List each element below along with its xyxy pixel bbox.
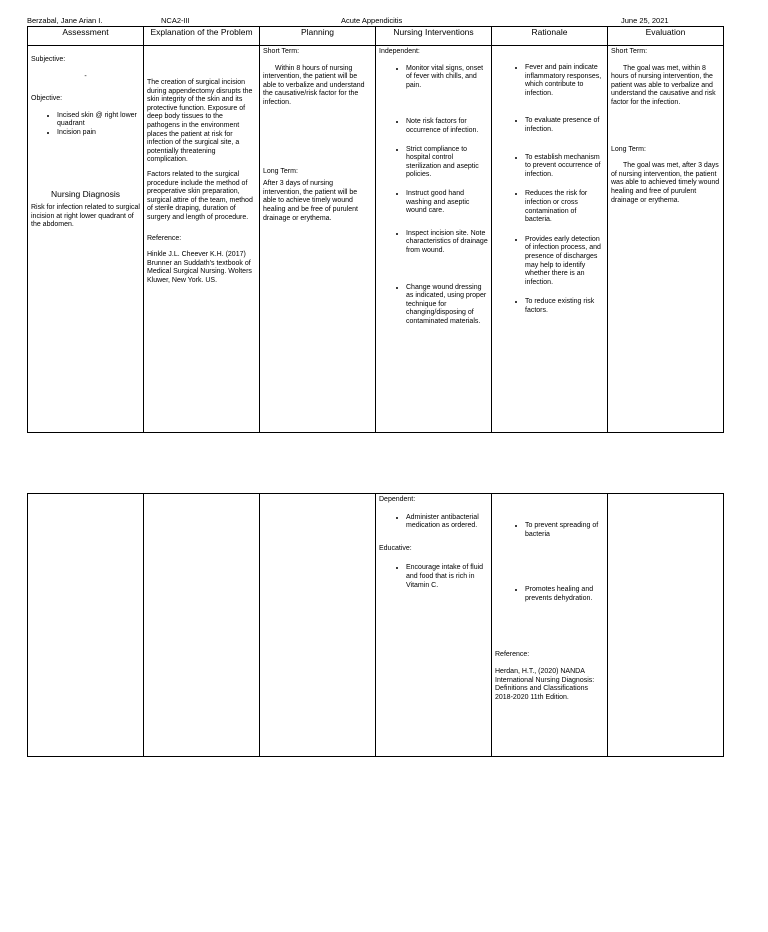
dependent-item: • Administer antibacterial medication as ordered. [406, 514, 488, 531]
col-header-rationale: Rationale [492, 27, 608, 46]
explanation-reference-label: Reference: [147, 234, 182, 242]
evaluation-short: The goal was met, within 8 hours of nursing intervention, the patient was able to verbalize and understand the causative and risk factor for the infection. [611, 64, 716, 106]
intervention-item: • Inspect incision site. Note characteristics of drainage from wound. [406, 230, 488, 256]
student-name: Berzabal, Jane Arian I. [27, 16, 103, 25]
col-header-assessment: Assessment [28, 27, 144, 46]
care-plan-table-page1 [27, 26, 724, 433]
page-title: Acute Appendicitis [341, 16, 403, 25]
rationale-educative-item: • Promotes healing and prevents dehydration. [525, 586, 604, 603]
rationale-item: • Reduces the risk for infection or cross contamination of bacteria. [525, 190, 604, 224]
col-header-interventions: Nursing Interventions [376, 27, 492, 46]
section-code: NCA2-III [161, 16, 190, 25]
rationale-item: • To evaluate presence of infection. [525, 117, 604, 134]
date: June 25, 2021 [621, 16, 669, 25]
planning-cell [260, 46, 376, 433]
rationale-dependent-item: • To prevent spreading of bacteria [525, 522, 604, 539]
intervention-item: • Note risk factors for occurrence of infection. [406, 118, 488, 135]
explanation-para-2: Factors related to the surgical procedure include the method of preoperative skin preparation, surgical attire of the team, method of sterile draping, duration of surgery and length of procedure. [147, 170, 253, 221]
planning-short: Within 8 hours of nursing intervention, the patient will be able to verbalize and understand the causative/risk factor for the infection. [263, 64, 365, 106]
intervention-item: • Monitor vital signs, onset of fever with chills, and pain. [406, 65, 488, 91]
objective-item: • Incision pain [57, 129, 140, 138]
rationale-reference-label: Reference: [495, 651, 530, 659]
intervention-item: • Instruct good hand washing and aseptic wound care. [406, 190, 488, 216]
educative-label: Educative: [379, 544, 412, 552]
planning-cell-2 [260, 494, 376, 757]
planning-long-label: Long Term: [263, 167, 298, 175]
evaluation-cell [608, 46, 724, 433]
educative-item: • Encourage intake of fluid and food that is rich in Vitamin C. [406, 564, 488, 590]
col-header-planning: Planning [260, 27, 376, 46]
care-plan-table-page2 [27, 493, 724, 757]
explanation-cell [144, 46, 260, 433]
intervention-item: • Change wound dressing as indicated, using proper technique for changing/disposing of contaminated materials. [406, 284, 488, 327]
subjective-value: - [84, 72, 87, 80]
interventions-cell-2 [376, 494, 492, 757]
subjective-label: Subjective: [31, 56, 66, 63]
evaluation-long: The goal was met, after 3 days of nursing intervention, the patient was able to achieved timely wound healing and free of purulent drainage or erythema. [611, 162, 720, 204]
rationale-reference: Herdan, H.T., (2020) NANDA International Nursing Diagnosis: Definitions and Classifications 2018-2020 11th Edition. [495, 667, 595, 701]
explanation-para-1: The creation of surgical incision during appendectomy disrupts the skin integrity of the skin and its protective function. Exposure of deep body tissues to the pathogens in the environment places the patient at risk for infection of the surgical site, a potentially threatening complication. [147, 79, 253, 164]
rationale-item: • To establish mechanism to prevent occurrence of infection. [525, 154, 604, 180]
planning-short-label: Short Term: [263, 48, 300, 55]
independent-label: Independent: [379, 48, 420, 55]
col-header-explanation: Explanation of the Problem [144, 27, 260, 46]
evaluation-cell-2 [608, 494, 724, 757]
assessment-cell-2 [28, 494, 144, 757]
rationale-cell [492, 46, 608, 433]
objective-label: Objective: [31, 95, 63, 103]
planning-long: After 3 days of nursing intervention, the patient will be able to achieve timely wound healing and be free of purulent drainage or erythema. [263, 180, 358, 222]
rationale-cell-2 [492, 494, 608, 757]
interventions-cell [376, 46, 492, 433]
evaluation-short-label: Short Term: [611, 48, 648, 55]
rationale-item: • Fever and pain indicate inflammatory responses, which contribute to infection. [525, 64, 604, 98]
rationale-item: • To reduce existing risk factors. [525, 298, 604, 315]
evaluation-long-label: Long Term: [611, 145, 646, 153]
explanation-reference: Hinkle J.L. Cheever K.H. (2017) Brunner an Suddath's textbook of Medical Surgical Nursing. Wolters Kluwer, New York. US. [147, 251, 252, 284]
nursing-diagnosis: Risk for infection related to surgical incision at right lower quadrant of the abdomen. [31, 204, 140, 229]
dependent-label: Dependent: [379, 496, 416, 503]
nursing-diagnosis-label: Nursing Diagnosis [51, 188, 120, 199]
explanation-cell-2 [144, 494, 260, 757]
rationale-item: • Provides early detection of infection process, and presence of discharges may help to identify whether there is an infection. [525, 236, 604, 288]
intervention-item: • Strict compliance to hospital control sterilization and aseptic policies. [406, 146, 488, 180]
assessment-cell [28, 46, 144, 433]
objective-item: • Incised skin @ right lower quadrant [57, 112, 140, 129]
col-header-evaluation: Evaluation [608, 27, 724, 46]
